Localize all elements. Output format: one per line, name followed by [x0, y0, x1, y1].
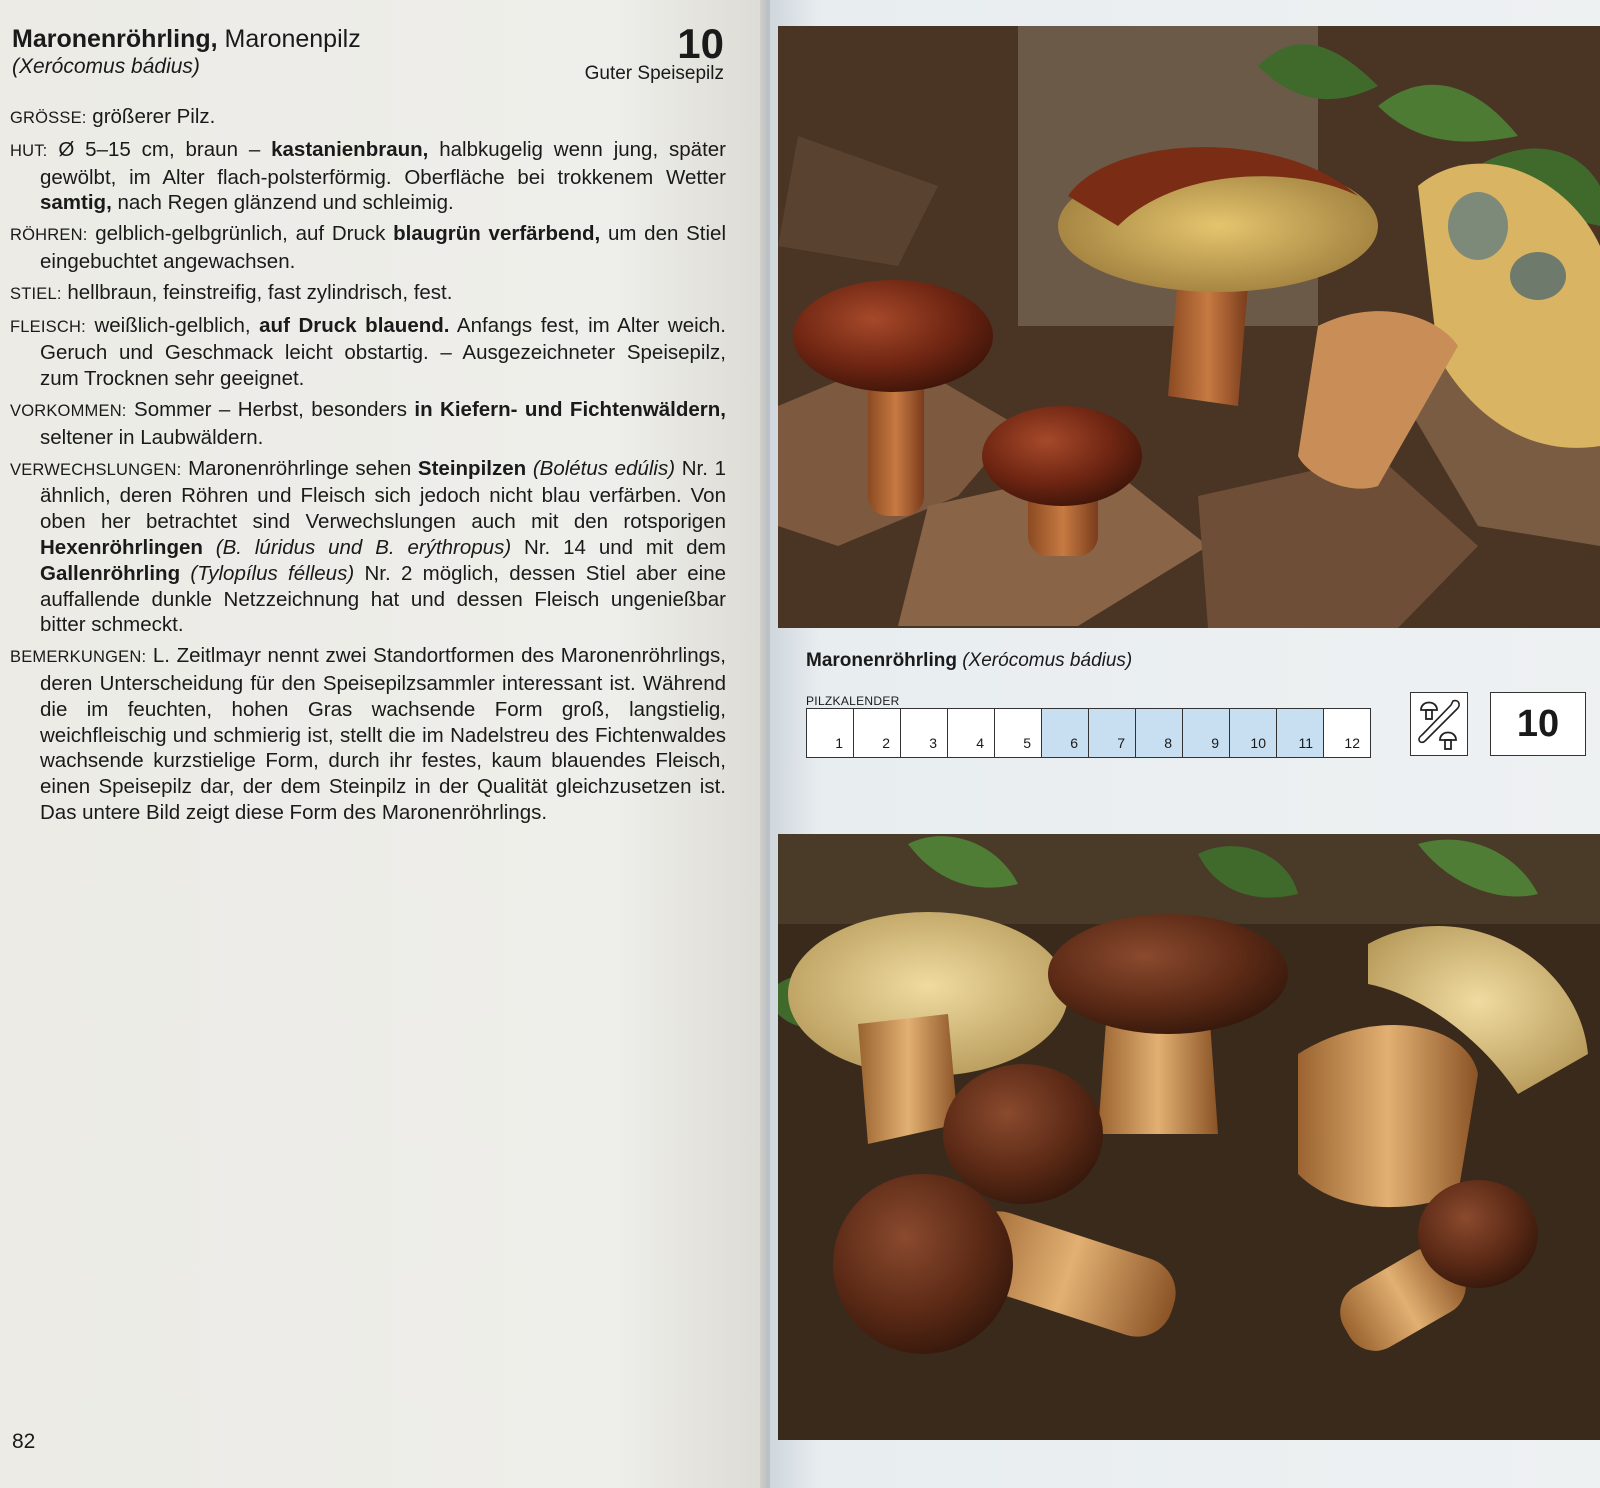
calendar-month: 6	[1042, 709, 1089, 757]
body-text: Ø 5–15 cm, braun –	[47, 137, 272, 161]
body-text: hellbraun, feinstreifig, fast zylindrisch, fest.	[61, 280, 453, 304]
body-text: Maronenröhrlinge sehen	[181, 456, 418, 480]
latin-reference: (Bolétus edúlis)	[532, 456, 676, 480]
edible-mushrooms-icon	[1411, 693, 1466, 754]
calendar-month: 5	[995, 709, 1042, 757]
species-title	[12, 24, 724, 54]
description-paragraph	[10, 643, 726, 826]
body-text: Nr. 14 und mit dem	[511, 535, 727, 559]
emphasis-text: blaugrün verfärbend,	[393, 222, 601, 246]
section-label: BEMERKUNGEN:	[10, 648, 147, 667]
body-text: halbkugelig wenn jung, später gewölbt, im Alter flach-polsterförmig. Oberfläche bei trokkenem Wetter	[40, 137, 726, 189]
body-text: seltener in Laubwäldern.	[40, 425, 264, 449]
mushroom-calendar	[806, 708, 1371, 758]
mushroom-photo-bottom	[778, 834, 1600, 1440]
description-paragraph	[10, 280, 726, 308]
description-text	[10, 104, 726, 831]
body-text	[180, 562, 190, 585]
edibility-icon-box	[1410, 692, 1468, 756]
section-label: RÖHREN:	[10, 226, 88, 245]
calendar-label: PILZKALENDER	[806, 694, 900, 708]
calendar-month: 4	[948, 709, 995, 757]
mushroom-photo-top	[778, 26, 1600, 628]
calendar-month: 12	[1324, 709, 1371, 757]
species-name: Maronenröhrling,	[12, 25, 218, 53]
emphasis-text: Hexenröhrlingen	[40, 535, 203, 559]
body-text: Nr. 1 ähnlich, deren Röhren und Fleisch sich jedoch nicht blau verfärben. Von oben her betrachtet sind Verwechslungen auch mit den rotsporigen	[40, 456, 726, 534]
description-paragraph	[10, 456, 726, 639]
calendar-month: 3	[901, 709, 948, 757]
section-label: VORKOMMEN:	[10, 401, 127, 420]
caption-latin: (Xerócomus bádius)	[956, 650, 1133, 671]
body-text: weißlich-gelblich,	[85, 313, 260, 337]
page-number: 82	[12, 1430, 36, 1453]
species-number: 10	[677, 20, 724, 67]
emphasis-text: Gallenröhrling	[40, 561, 181, 585]
description-paragraph	[10, 221, 726, 275]
body-text: Anfangs fest, im Alter weich. Geruch und Geschmack leicht obstartig. – Ausgezeichneter Speisepilz, zum Trocknen sehr geeignet.	[40, 313, 726, 391]
edibility-rating: Guter Speisepilz	[584, 63, 724, 84]
emphasis-text: auf Druck blauend.	[259, 313, 450, 337]
section-label: VERWECHSLUNGEN:	[10, 460, 182, 479]
calendar-month: 1	[807, 709, 854, 757]
emphasis-text: kastanienbraun,	[271, 137, 429, 161]
calendar-month: 2	[854, 709, 901, 757]
section-label: STIEL:	[10, 284, 62, 303]
section-label: GRÖSSE:	[10, 109, 87, 127]
latin-reference: (B. lúridus und B. erýthropus)	[215, 535, 512, 559]
calendar-month: 11	[1277, 709, 1324, 757]
photo-caption	[806, 650, 1132, 672]
description-paragraph	[10, 313, 726, 392]
latin-reference: (Tylopílus félleus)	[190, 561, 355, 585]
emphasis-text: samtig,	[40, 191, 112, 215]
body-text	[203, 536, 216, 559]
photo-top	[778, 26, 1600, 628]
description-paragraph	[10, 397, 726, 451]
species-header	[12, 20, 724, 84]
body-text: L. Zeitlmayr nennt zwei Standortformen des Maronenröhrlings, deren Unterscheidung für den Speisepilzsammler interessant ist. Während die im feuchten, hohen Gras wachsende Form groß, langstielig, weichfleischig und schmierig ist, stellt die im Nadelstreu des Fichtenwaldes wachsende kurzstielige Form, durch ihr festes, kaum blauendes Fleisch, einen Speisepilz dar, der dem Steinpilz in der Qualität gleichzusetzen ist. Das untere Bild zeigt diese Form des Maronenröhrlings.	[40, 644, 726, 824]
body-text: Sommer – Herbst, besonders	[126, 397, 415, 421]
species-alt-name: Maronenpilz	[217, 25, 361, 53]
section-label: HUT:	[10, 141, 48, 160]
calendar-month: 7	[1089, 709, 1136, 757]
calendar-month: 8	[1136, 709, 1183, 757]
photo-bottom	[778, 834, 1600, 1440]
description-paragraph	[10, 137, 726, 216]
section-label: FLEISCH:	[10, 317, 86, 336]
body-text: größerer Pilz.	[86, 105, 216, 128]
body-text: um den Stiel eingebuchtet angewachsen.	[40, 222, 727, 273]
caption-name: Maronenröhrling	[806, 650, 957, 671]
emphasis-text: Steinpilzen	[417, 456, 527, 480]
body-text: Nr. 2 möglich, dessen Stiel aber eine auffallende dunkle Netzzeichnung hat und dessen Fleisch ungenießbar bitter schmeckt.	[40, 561, 726, 637]
description-paragraph	[10, 104, 726, 132]
latin-name: (Xerócomus bádius)	[12, 55, 200, 78]
species-number-box: 10	[1490, 692, 1586, 756]
calendar-month: 9	[1183, 709, 1230, 757]
body-text: nach Regen glänzend und schleimig.	[111, 191, 454, 215]
body-text: gelblich-gelbgrünlich, auf Druck	[87, 222, 394, 246]
calendar-month: 10	[1230, 709, 1277, 757]
emphasis-text: in Kiefern- und Fichtenwäldern,	[414, 397, 726, 421]
body-text	[526, 457, 533, 480]
